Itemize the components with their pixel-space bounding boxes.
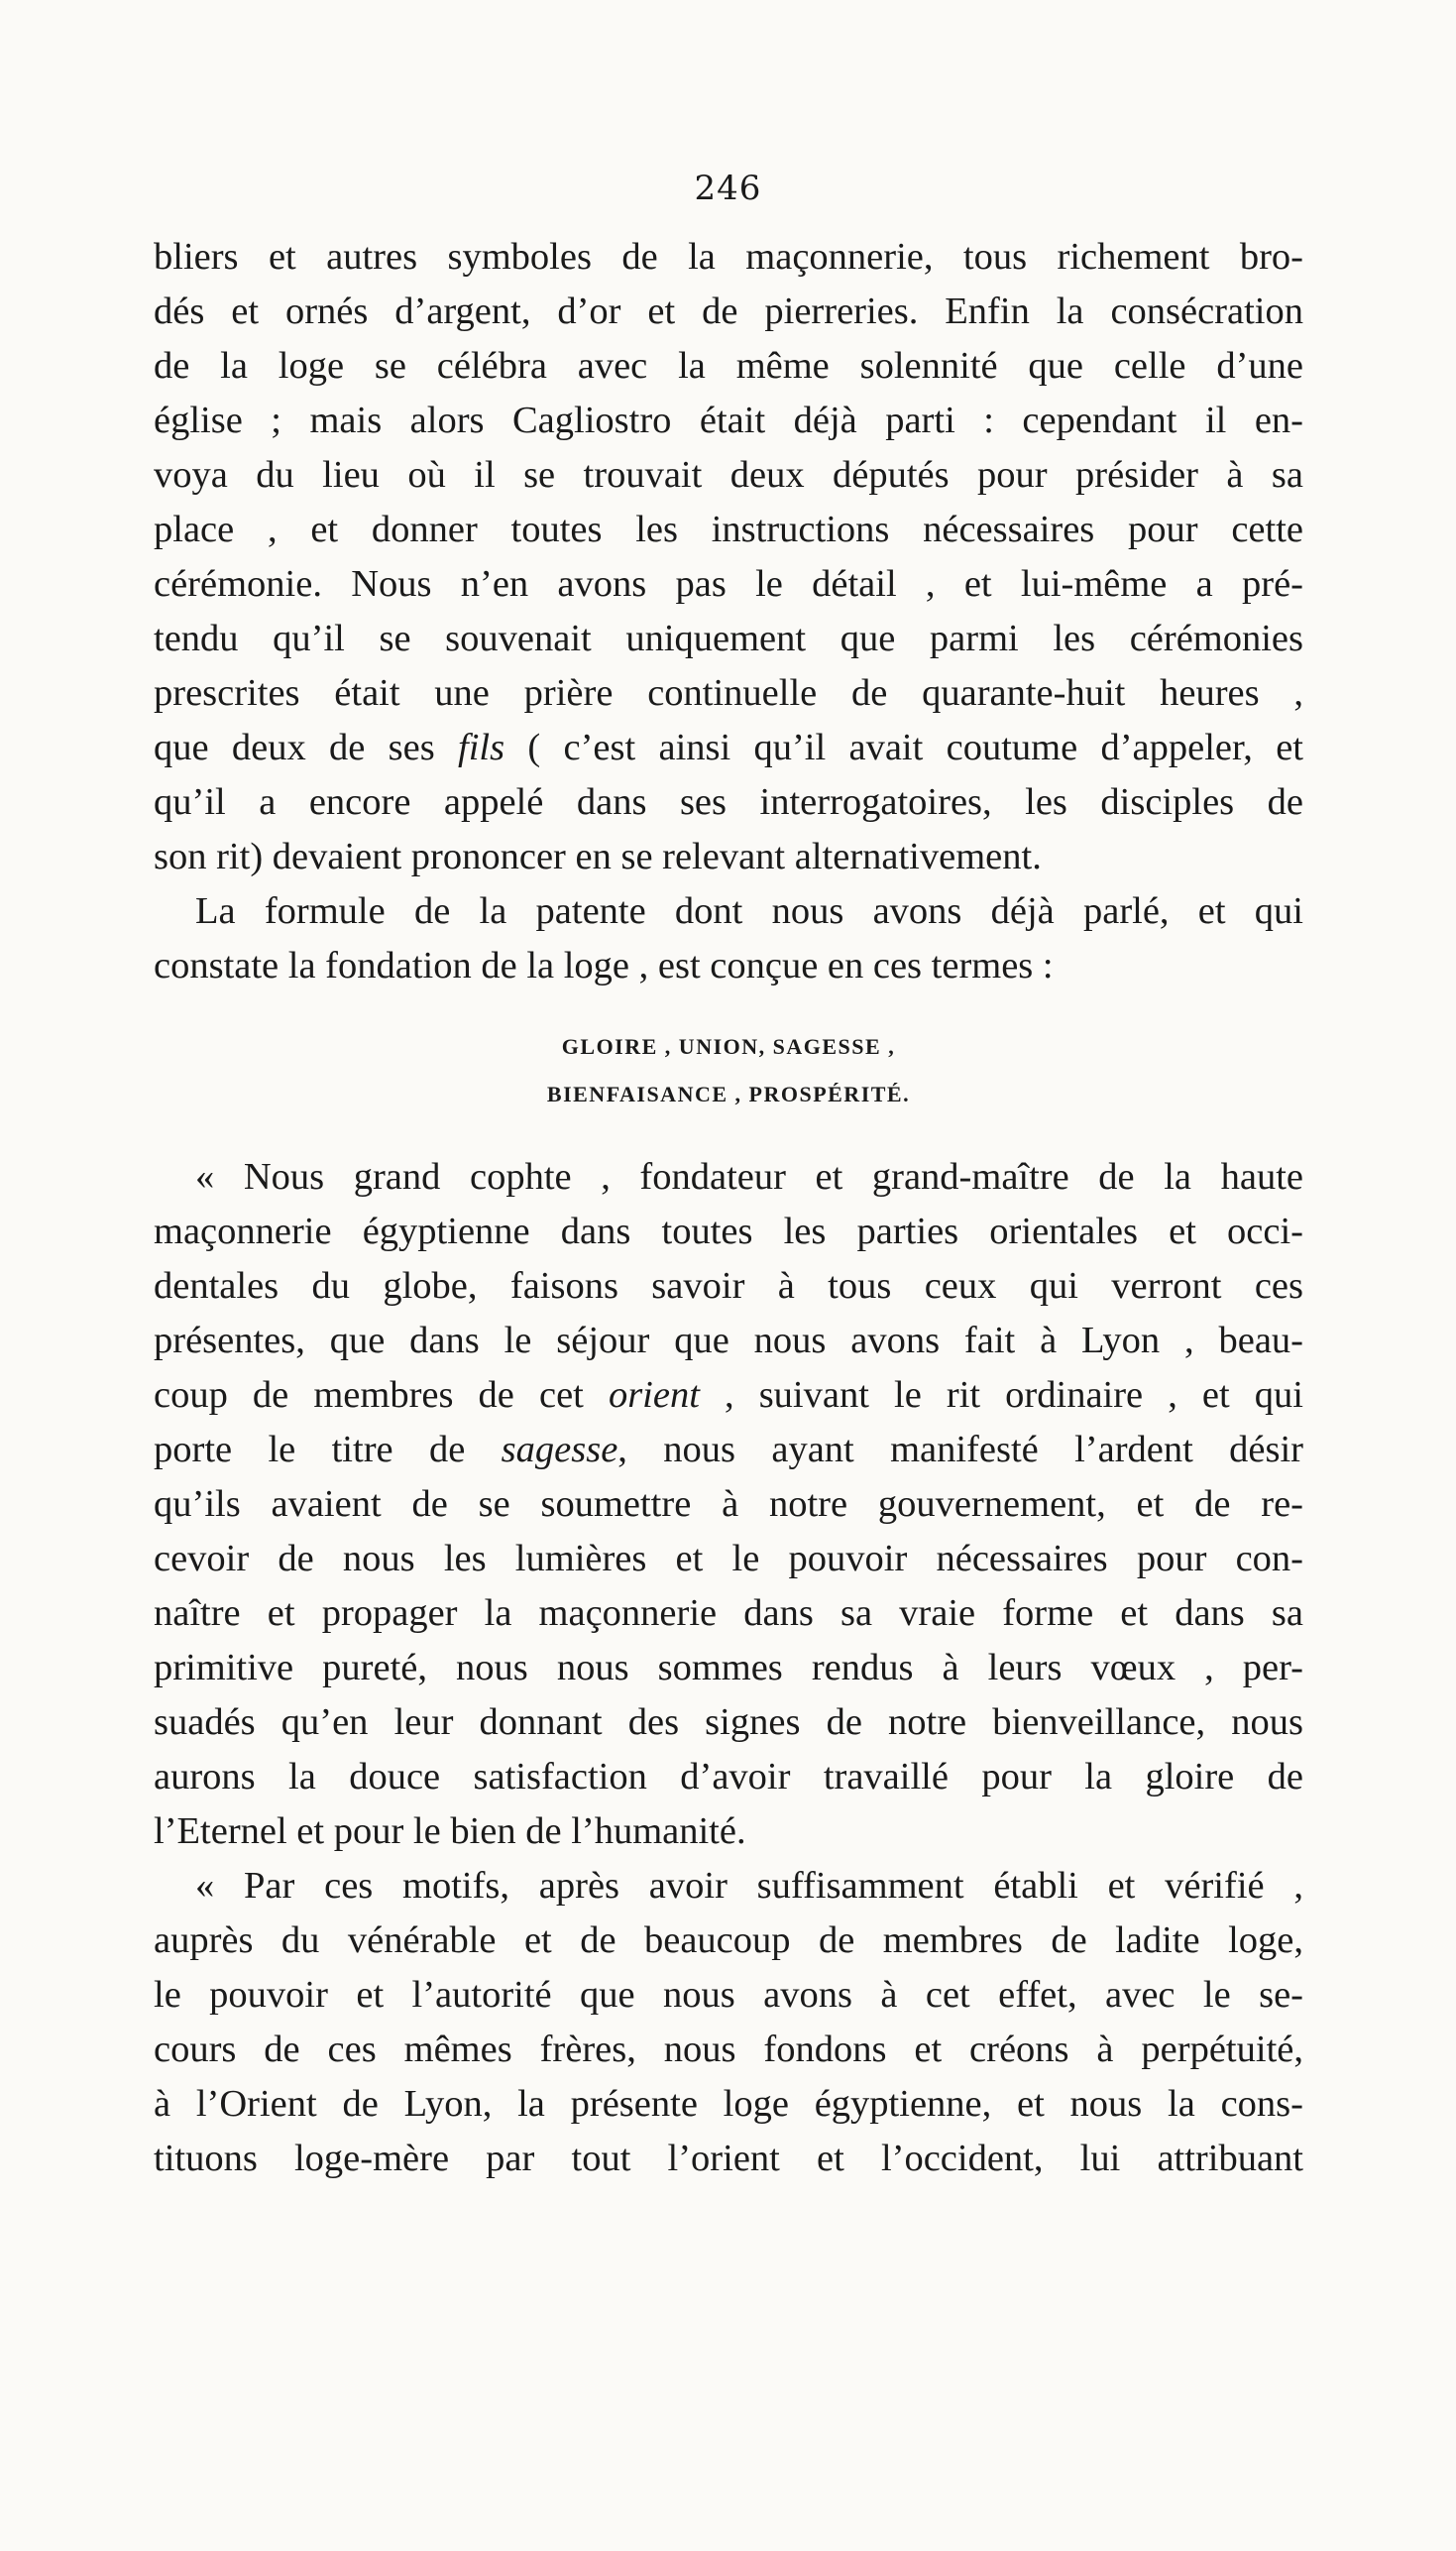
text-segment: , suivant le rit ordinaire , et qui bbox=[699, 1374, 1303, 1416]
text-line: église ; mais alors Cagliostro était déjà parti : cependant il en- bbox=[154, 400, 1303, 441]
text-line: constate la fondation de la loge , est conçue en ces termes : bbox=[154, 945, 1054, 986]
text-line: suadés qu’en leur donnant des signes de notre bienveillance, nous bbox=[154, 1701, 1303, 1743]
text-line: cevoir de nous les lumières et le pouvoir nécessaires pour con- bbox=[154, 1538, 1303, 1579]
text-line: son rit) devaient prononcer en se relevant alternativement. bbox=[154, 836, 1042, 877]
text-line-orient bbox=[154, 1368, 1303, 1423]
text-line: de la loge se célébra avec la même solennité que celle d’une bbox=[154, 345, 1303, 387]
paragraph-1 bbox=[154, 230, 1303, 884]
text-line: qu’ils avaient de se soumettre à notre gouvernement, et de re- bbox=[154, 1483, 1303, 1525]
text-line: tituons loge-mère par tout l’orient et l’occident, lui attribuant bbox=[154, 2138, 1303, 2179]
paragraph-3 bbox=[154, 1150, 1303, 1859]
text-segment: , nous ayant manifesté l’ardent désir bbox=[617, 1429, 1303, 1470]
text-line: maçonnerie égyptienne dans toutes les parties orientales et occi- bbox=[154, 1211, 1303, 1252]
text-segment: porte le titre de bbox=[154, 1429, 502, 1470]
text-line: dés et ornés d’argent, d’or et de pierreries. Enfin la consécration bbox=[154, 290, 1303, 332]
italic-word: orient bbox=[608, 1374, 700, 1416]
text-line: « Nous grand cophte , fondateur et grand-maître de la haute bbox=[195, 1156, 1303, 1198]
italic-word: sagesse bbox=[501, 1429, 618, 1470]
text-line: à l’Orient de Lyon, la présente loge égyptienne, et nous la cons- bbox=[154, 2083, 1303, 2125]
text-line: bliers et autres symboles de la maçonnerie, tous richement bro- bbox=[154, 236, 1303, 278]
text-line: cours de ces mêmes frères, nous fondons et créons à perpétuité, bbox=[154, 2029, 1303, 2070]
motto-line-2: BIENFAISANCE , PROSPÉRITÉ. bbox=[546, 1082, 911, 1106]
page-body bbox=[154, 230, 1303, 2186]
text-segment: ( c’est ainsi qu’il avait coutume d’appeler, et bbox=[504, 727, 1303, 768]
text-line: « Par ces motifs, après avoir suffisamment établi et vérifié , bbox=[195, 1865, 1303, 1907]
text-line: primitive pureté, nous nous sommes rendus à leurs vœux , per- bbox=[154, 1647, 1303, 1688]
italic-word: fils bbox=[458, 727, 505, 768]
text-line-sagesse bbox=[154, 1423, 1303, 1477]
motto-line-1: GLOIRE , UNION, SAGESSE , bbox=[561, 1034, 896, 1059]
text-line: prescrites était une prière continuelle de quarante-huit heures , bbox=[154, 672, 1303, 714]
text-line: qu’il a encore appelé dans ses interrogatoires, les disciples de bbox=[154, 781, 1303, 823]
text-line: place , et donner toutes les instructions nécessaires pour cette bbox=[154, 509, 1303, 550]
text-line: aurons la douce satisfaction d’avoir travaillé pour la gloire de bbox=[154, 1756, 1303, 1797]
text-line: présentes, que dans le séjour que nous avons fait à Lyon , beau- bbox=[154, 1320, 1303, 1361]
text-line: le pouvoir et l’autorité que nous avons à cet effet, avec le se- bbox=[154, 1974, 1303, 2016]
text-line-fils bbox=[154, 721, 1303, 775]
text-line: l’Eternel et pour le bien de l’humanité. bbox=[154, 1810, 746, 1852]
paragraph-2 bbox=[154, 884, 1303, 993]
text-line: La formule de la patente dont nous avons déjà parlé, et qui bbox=[195, 890, 1303, 932]
text-line: tendu qu’il se souvenait uniquement que parmi les cérémonies bbox=[154, 618, 1303, 659]
paragraph-4 bbox=[154, 1859, 1303, 2186]
text-line: voya du lieu où il se trouvait deux députés pour présider à sa bbox=[154, 454, 1303, 496]
text-segment: coup de membres de cet bbox=[154, 1374, 609, 1416]
text-segment: que deux de ses bbox=[154, 727, 459, 768]
text-line: dentales du globe, faisons savoir à tous ceux qui verront ces bbox=[154, 1265, 1303, 1307]
motto bbox=[154, 1023, 1303, 1118]
text-line: auprès du vénérable et de beaucoup de membres de ladite loge, bbox=[154, 1919, 1303, 1961]
page-number: 246 bbox=[694, 169, 762, 208]
text-line: naître et propager la maçonnerie dans sa vraie forme et dans sa bbox=[154, 1592, 1303, 1634]
text-line: cérémonie. Nous n’en avons pas le détail , et lui-même a pré- bbox=[154, 563, 1303, 605]
